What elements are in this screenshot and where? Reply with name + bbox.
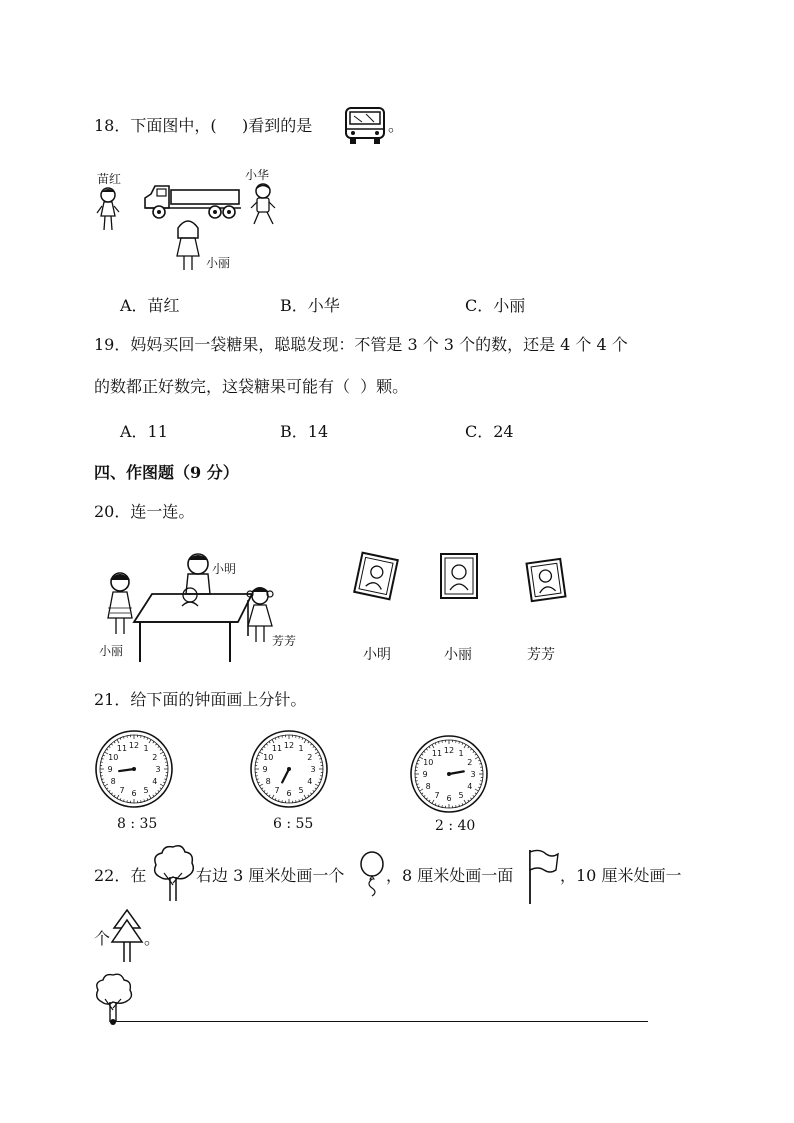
clock-numeral: 4 bbox=[307, 777, 313, 786]
name-xiaoming[interactable]: 小明 bbox=[363, 647, 391, 663]
clock-numeral: 3 bbox=[155, 765, 161, 774]
drawing-baseline[interactable] bbox=[112, 1021, 648, 1022]
q19-line-2: 的数都正好数完，这袋糖果可能有（ ）颗。 bbox=[94, 377, 409, 396]
clock-numeral: 11 bbox=[431, 749, 443, 759]
boy-xiaohua-figure bbox=[248, 182, 278, 228]
clock-center bbox=[132, 767, 136, 771]
clock-numeral: 2 bbox=[467, 758, 473, 767]
q22-part-5: 个 bbox=[94, 929, 111, 948]
clock-numeral: 4 bbox=[152, 777, 158, 786]
clock-numeral: 9 bbox=[262, 765, 268, 774]
q22-part-4: ，10 厘米处画一 bbox=[560, 866, 682, 885]
name-xiaoli[interactable]: 小丽 bbox=[444, 647, 472, 663]
clock-numeral: 8 bbox=[110, 777, 116, 786]
clock-numeral: 2 bbox=[307, 753, 313, 762]
bus-front-icon bbox=[344, 104, 388, 146]
picture-frame-1-icon bbox=[352, 550, 400, 602]
q18-text-after: 。 bbox=[388, 116, 405, 135]
clock-numeral: 5 bbox=[298, 785, 304, 795]
clock-numeral: 12 bbox=[443, 746, 455, 755]
clock-numeral: 9 bbox=[422, 770, 428, 779]
clock-center bbox=[447, 772, 451, 776]
clock-numeral: 1 bbox=[458, 749, 464, 759]
clock-time-2: 6 : 55 bbox=[273, 816, 314, 832]
clock-numeral: 1 bbox=[143, 744, 149, 754]
q22-part-6: 。 bbox=[144, 929, 161, 948]
clock-time-3: 2 : 40 bbox=[435, 818, 476, 834]
clock-numeral: 11 bbox=[271, 744, 283, 754]
balloon-icon bbox=[358, 850, 386, 896]
q18-option-b[interactable]: B．小华 bbox=[280, 296, 340, 315]
clock-numeral: 6 bbox=[286, 789, 292, 798]
q22-part-1: 22．在 bbox=[94, 866, 147, 885]
q18-option-c[interactable]: C．小丽 bbox=[465, 296, 526, 315]
clock-numeral: 4 bbox=[467, 782, 473, 791]
q18-text bbox=[94, 116, 312, 136]
picture-frame-2-icon bbox=[437, 550, 481, 602]
q19-line-1: 19．妈妈买回一袋糖果，聪聪发现：不管是 3 个 3 个的数，还是 4 个 4 个 bbox=[94, 335, 628, 354]
picture-frame-3-icon bbox=[524, 556, 568, 604]
clock-face-2[interactable] bbox=[249, 727, 329, 811]
q19-option-c[interactable]: C．24 bbox=[465, 422, 514, 441]
clock-center bbox=[287, 767, 291, 771]
q18-text-before: 18．下面图中，( )看到的是 bbox=[94, 116, 313, 135]
girl-xiaoli-back-figure bbox=[172, 216, 204, 272]
clock-numeral: 10 bbox=[108, 753, 119, 762]
label-miaohong: 苗红 bbox=[97, 172, 122, 186]
clock-numeral: 6 bbox=[446, 794, 452, 803]
q19-option-b[interactable]: B．14 bbox=[280, 422, 329, 441]
label-xiaoli: 小丽 bbox=[206, 256, 231, 270]
name-fangfang[interactable]: 芳芳 bbox=[527, 647, 555, 663]
q18-option-a[interactable]: A．苗红 bbox=[120, 296, 180, 315]
scene-label-fangfang: 芳芳 bbox=[272, 634, 297, 648]
table-scene-figure bbox=[100, 550, 300, 664]
clock-numeral: 7 bbox=[434, 790, 440, 800]
clock-numeral: 12 bbox=[128, 741, 140, 750]
clock-numeral: 9 bbox=[107, 765, 113, 774]
pine-tree-icon bbox=[110, 908, 144, 964]
clock-numeral: 5 bbox=[458, 790, 464, 800]
section-4-title: 四、作图题（9 分） bbox=[94, 463, 239, 482]
clock-face-1[interactable] bbox=[94, 727, 174, 811]
q22-part-3: ，8 厘米处画一面 bbox=[386, 866, 514, 885]
clock-numeral: 3 bbox=[310, 765, 316, 774]
clock-face-3[interactable] bbox=[409, 732, 489, 816]
clock-numeral: 7 bbox=[274, 785, 280, 795]
q20-text: 20．连一连。 bbox=[94, 502, 195, 521]
clock-numeral: 10 bbox=[423, 758, 434, 767]
scene-label-xiaoli: 小丽 bbox=[99, 644, 124, 658]
clock-numeral: 7 bbox=[119, 785, 125, 795]
clock-numeral: 3 bbox=[470, 770, 476, 779]
clock-numeral: 12 bbox=[283, 741, 295, 750]
label-xiaohua: 小华 bbox=[245, 168, 270, 182]
clock-numeral: 8 bbox=[425, 782, 431, 791]
clock-numeral: 1 bbox=[298, 744, 304, 754]
flag-icon bbox=[524, 848, 560, 906]
clock-numeral: 11 bbox=[116, 744, 128, 754]
small-tree-icon bbox=[92, 972, 136, 1026]
tree-icon bbox=[150, 843, 196, 903]
baseline-start-dot bbox=[110, 1019, 116, 1025]
girl-miaohong-figure bbox=[96, 186, 122, 234]
scene-label-xiaoming: 小明 bbox=[212, 562, 237, 576]
clock-numeral: 8 bbox=[265, 777, 271, 786]
clock-numeral: 10 bbox=[263, 753, 274, 762]
clock-numeral: 5 bbox=[143, 785, 149, 795]
clock-numeral: 6 bbox=[131, 789, 137, 798]
clock-time-1: 8 : 35 bbox=[117, 816, 158, 832]
q21-text: 21．给下面的钟面画上分针。 bbox=[94, 690, 307, 709]
q19-option-a[interactable]: A．11 bbox=[120, 422, 168, 441]
q22-part-2: 右边 3 厘米处画一个 bbox=[196, 866, 345, 885]
clock-numeral: 2 bbox=[152, 753, 158, 762]
